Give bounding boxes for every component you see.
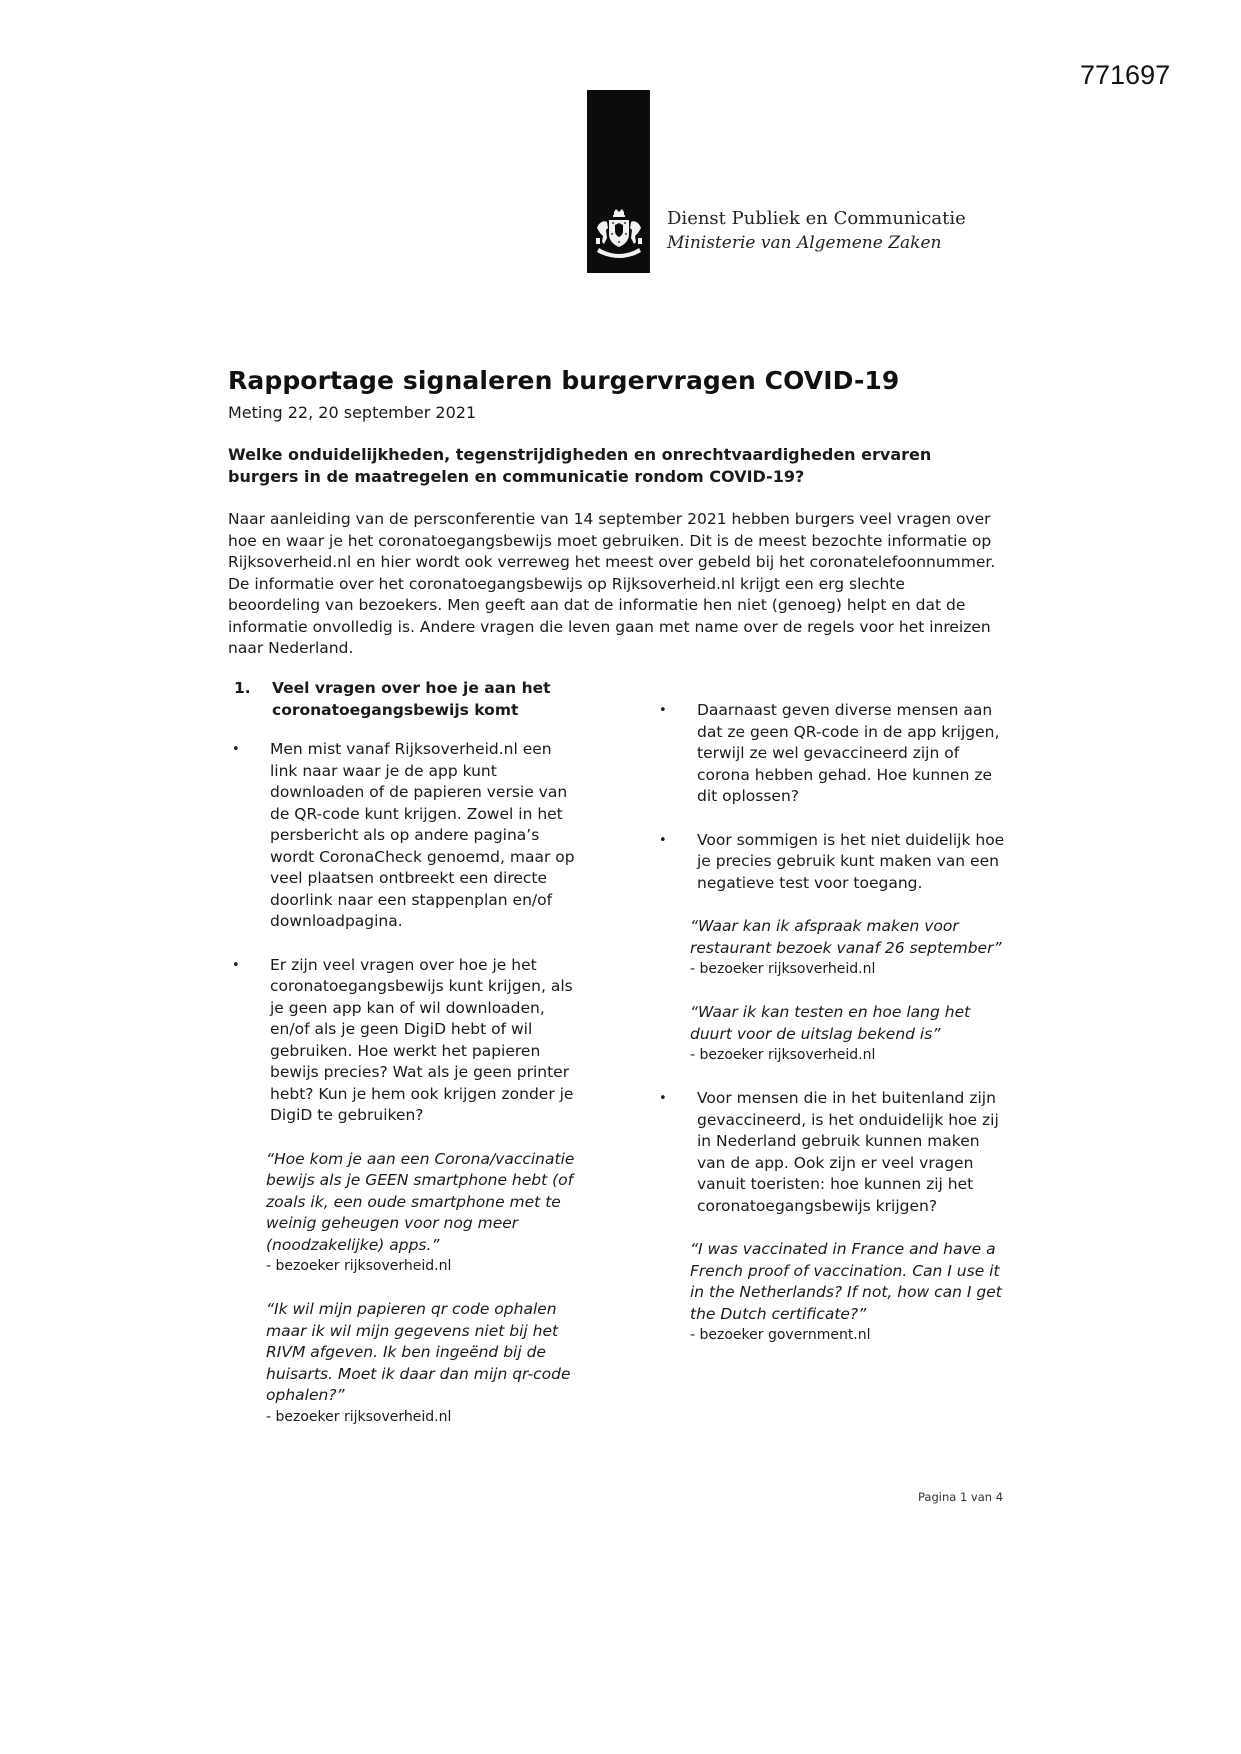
quote-source: - bezoeker rijksoverheid.nl <box>690 1047 876 1063</box>
left-column <box>228 678 578 1450</box>
list-item <box>655 700 1005 808</box>
list-item-text: Voor sommigen is het niet duidelijk hoe je precies gebruik kunt maken van een negatieve test voor toegang. <box>697 830 1005 892</box>
quote-source: - bezoeker rijksoverheid.nl <box>266 1258 452 1274</box>
citizen-quote <box>266 1299 578 1428</box>
quote-source: - bezoeker government.nl <box>690 1327 871 1343</box>
list-item <box>228 955 578 1127</box>
list-item-text: Daarnaast geven diverse mensen aan dat ze geen QR-code in de app krijgen, terwijl ze wel gevaccineerd zijn of corona hebben gehad. Hoe kunnen ze dit oplossen? <box>697 701 1000 805</box>
bullet-icon: • <box>232 957 240 973</box>
org-line-1: Dienst Publiek en Communicatie <box>667 208 966 229</box>
intro-paragraph: Naar aanleiding van de persconferentie van 14 september 2021 hebben burgers veel vragen over hoe en waar je het coronatoegangsbewijs moet gebruiken. Dit is de meest bezochte informatie op Rijksoverheid.nl en hier wordt ook verreweg het meest over gebeld bij het coronatelefoonnummer. De informatie over het coronatoegangsbewijs op Rijksoverheid.nl krijgt een erg slechte beoordeling van bezoekers. Men geeft aan dat de informatie hen niet (genoeg) helpt en dat de informatie onvolledig is. Andere vragen die leven gaan met name over de regels voor het inreizen naar Nederland. <box>228 510 996 657</box>
research-question: Welke onduidelijkheden, tegenstrijdigheden en onrechtvaardigheden ervaren burgers in de maatregelen en communicatie rondom COVID-19? <box>228 445 932 486</box>
quote-text: “Waar ik kan testen en hoe lang het duurt voor de uitslag bekend is” <box>690 1003 971 1043</box>
quote-source: - bezoeker rijksoverheid.nl <box>266 1408 452 1425</box>
citizen-quote <box>266 1149 578 1278</box>
section-heading <box>228 678 578 721</box>
list-item-text: Men mist vanaf Rijksoverheid.nl een link naar waar je de app kunt downloaden of de papieren versie van de QR-code kunt krijgen. Zowel in het persbericht als op andere pagina’s wordt CoronaCheck genoemd, maar op veel plaatsen ontbreekt een directe doorlink naar een stappenplan en/of downloadpagina. <box>270 740 575 930</box>
list-item <box>655 1088 1005 1217</box>
page-title: Rapportage signaleren burgervragen COVID-19 <box>228 366 900 395</box>
list-item <box>655 830 1005 895</box>
bullet-icon: • <box>659 1091 667 1106</box>
quote-source: - bezoeker rijksoverheid.nl <box>690 961 876 977</box>
page-number: Pagina 1 van 4 <box>918 1490 1004 1504</box>
rijksoverheid-logo <box>587 90 650 273</box>
bullet-icon: • <box>659 703 667 718</box>
quote-text: “Hoe kom je aan een Corona/vaccinatie bewijs als je GEEN smartphone hebt (of zoals ik, een oude smartphone met te weinig geheugen voor nog meer (noodzakelijke) apps.” <box>266 1149 575 1254</box>
quote-text: “I was vaccinated in France and have a French proof of vaccination. Can I use it in the Netherlands? If not, how can I get the Dutch certificate?” <box>690 1240 1002 1323</box>
bullet-icon: • <box>232 742 240 757</box>
org-line-2: Ministerie van Algemene Zaken <box>667 233 942 253</box>
citizen-quote <box>690 1002 1005 1066</box>
page-subtitle: Meting 22, 20 september 2021 <box>228 403 477 422</box>
organization-name <box>667 207 966 255</box>
citizen-quote <box>690 1239 1005 1346</box>
list-item <box>228 739 578 933</box>
right-column <box>655 700 1005 1368</box>
document-number: 771697 <box>1080 60 1171 90</box>
citizen-quote <box>690 916 1005 980</box>
quote-text: “Waar kan ik afspraak maken voor restaurant bezoek vanaf 26 september” <box>690 917 1002 957</box>
quote-text: “Ik wil mijn papieren qr code ophalen maar ik wil mijn gegevens niet bij het RIVM afgeven. Ik ben ingeënd bij de huisarts. Moet ik daar dan mijn qr-code ophalen?” <box>266 1300 571 1404</box>
bullet-icon: • <box>659 832 667 848</box>
section-title: Veel vragen over hoe je aan het coronatoegangsbewijs komt <box>272 679 551 719</box>
royal-coat-of-arms-icon <box>593 208 645 258</box>
list-item-text: Er zijn veel vragen over hoe je het coronatoegangsbewijs kunt krijgen, als je geen app kan of wil downloaden, en/of als je geen DigiD hebt of wil gebruiken. Hoe werkt het papieren bewijs precies? Wat als je geen printer hebt? Kun je hem ook krijgen zonder je DigiD te gebruiken? <box>270 955 574 1124</box>
list-item-text: Voor mensen die in het buitenland zijn gevaccineerd, is het onduidelijk hoe zij in Nederland gebruik kunnen maken van de app. Ook zijn er veel vragen vanuit toeristen: hoe kunnen zij het coronatoegangsbewijs krijgen? <box>697 1089 999 1215</box>
section-number: 1. <box>234 679 251 697</box>
